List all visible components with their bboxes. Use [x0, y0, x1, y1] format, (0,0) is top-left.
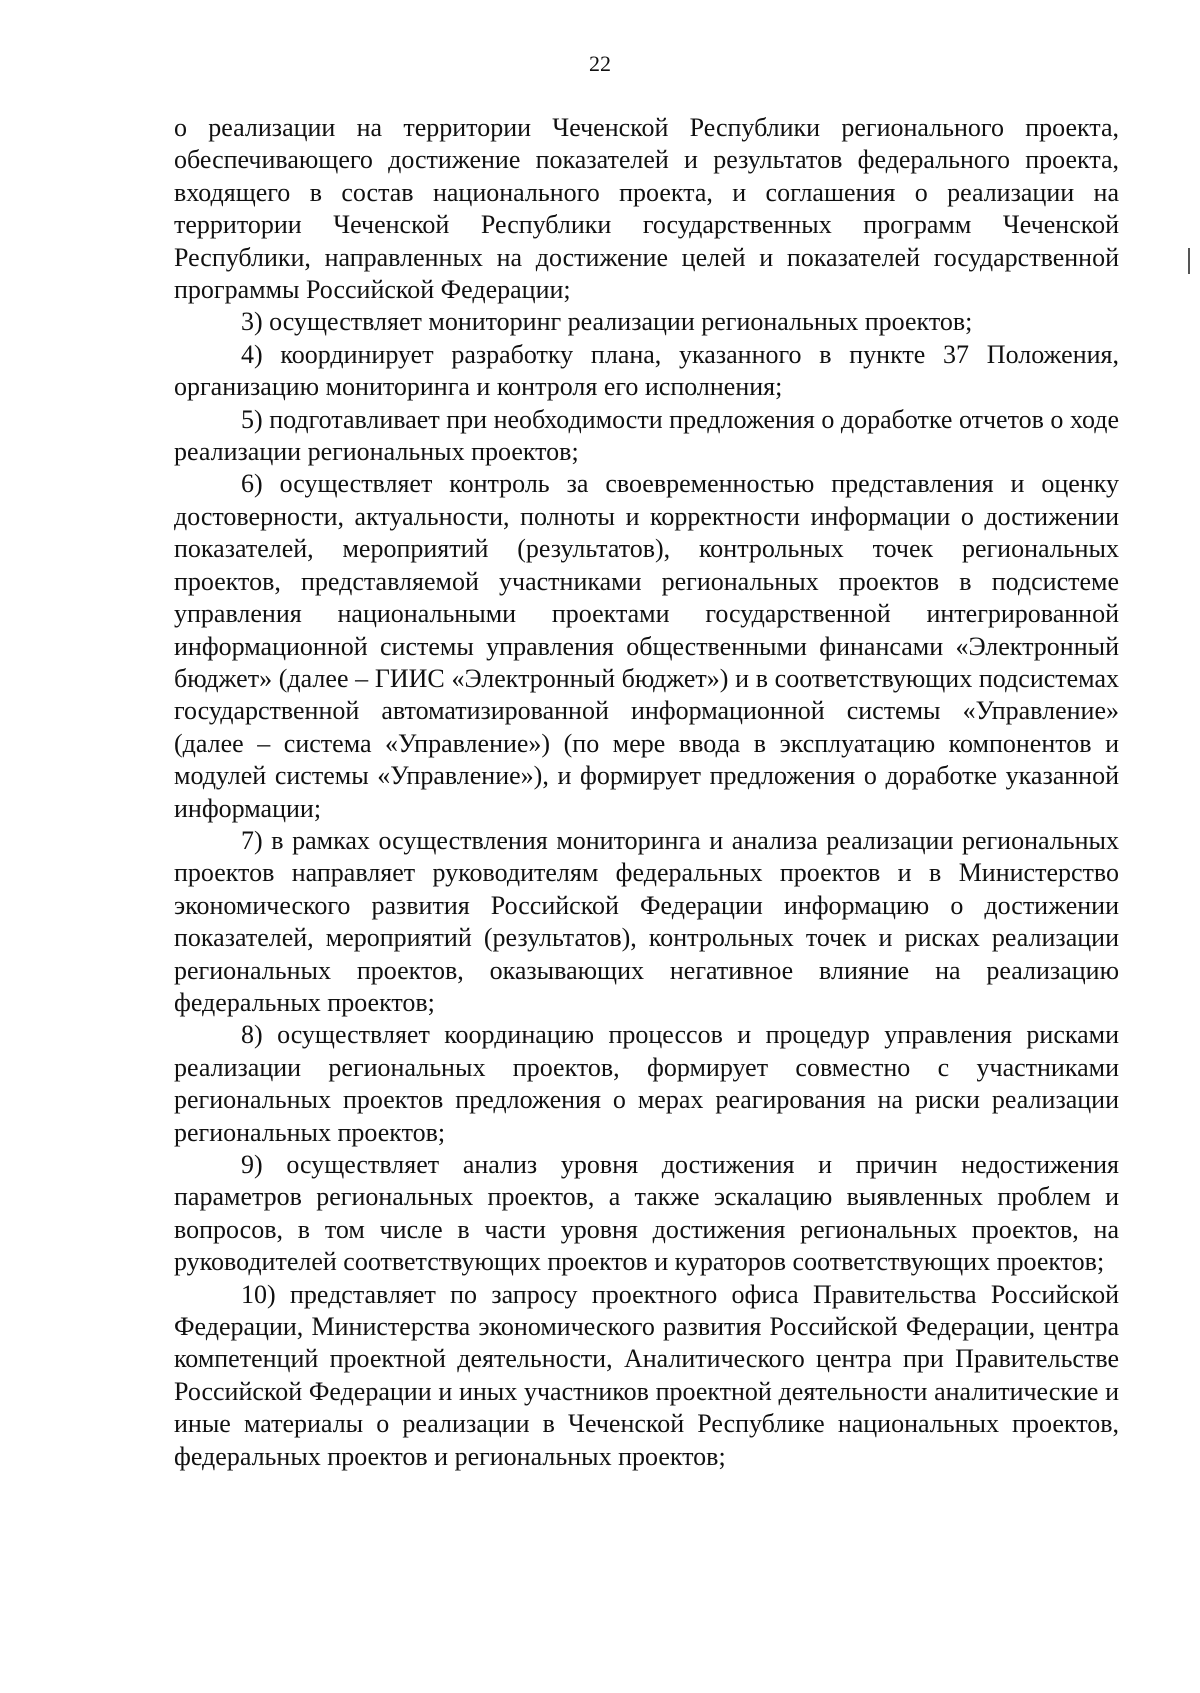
page-number: 22 [589, 51, 611, 76]
paragraph-item-10: 10) представляет по запросу проектного офиса Правительства Российской Федерации, Министерства экономического развития Российской Федерации, центра компетенций проектной деятельности, Аналитического центра при Правительстве Российской Федерации и иных участников проектной деятельности аналитические и иные материалы о реализации в Чеченской Республике национальных проектов, федеральных проектов и региональных проектов; [174, 1279, 1119, 1471]
paragraph-item-3: 3) осуществляет мониторинг реализации региональных проектов; [241, 307, 973, 337]
paragraph-item-5: 5) подготавливает при необходимости предложения о доработке отчетов о ходе реализации региональных проектов; [174, 404, 1119, 467]
document-body [174, 112, 1119, 1473]
margin-mark [1188, 248, 1190, 274]
paragraph-item-7: 7) в рамках осуществления мониторинга и анализа реализации региональных проектов направляет руководителям федеральных проектов и в Министерство экономического развития Российской Федерации информацию о достижении показателей, мероприятий (результатов), контрольных точек и рисках реализации региональных проектов, оказывающих негативное влияние на реализацию федеральных проектов; [174, 825, 1119, 1017]
paragraph-item-4: 4) координирует разработку плана, указанного в пункте 37 Положения, организацию мониторинга и контроля его исполнения; [174, 339, 1119, 402]
paragraph-item-6: 6) осуществляет контроль за своевременностью представления и оценку достоверности, актуальности, полноты и корректности информации о достижении показателей, мероприятий (результатов), контрольных точек региональных проектов, представляемой участниками региональных проектов в подсистеме управления национальными проектами государственной интегрированной информационной системы управления общественными финансами «Электронный бюджет» (далее – ГИИС «Электронный бюджет») и в соответствующих подсистемах государственной автоматизированной информационной системы «Управление» (далее – система «Управление») (по мере ввода в эксплуатацию компонентов и модулей системы «Управление»), и формирует предложения о доработке указанной информации; [174, 469, 1119, 823]
paragraph-continuation: о реализации на территории Чеченской Республики регионального проекта, обеспечивающего достижение показателей и результатов федерального проекта, входящего в состав национального проекта, и соглашения о реализации на территории Чеченской Республики государственных программ Чеченской Республики, направленных на достижение целей и показателей государственной программы Российской Федерации; [174, 113, 1119, 305]
paragraph-item-9: 9) осуществляет анализ уровня достижения и причин недостижения параметров региональных проектов, а также эскалацию выявленных проблем и вопросов, в том числе в части уровня достижения региональных проектов, на руководителей соответствующих проектов и кураторов соответствующих проектов; [174, 1150, 1119, 1277]
paragraph-item-8: 8) осуществляет координацию процессов и процедур управления рисками реализации региональных проектов, формирует совместно с участниками региональных проектов предложения о мерах реагирования на риски реализации региональных проектов; [174, 1020, 1119, 1147]
